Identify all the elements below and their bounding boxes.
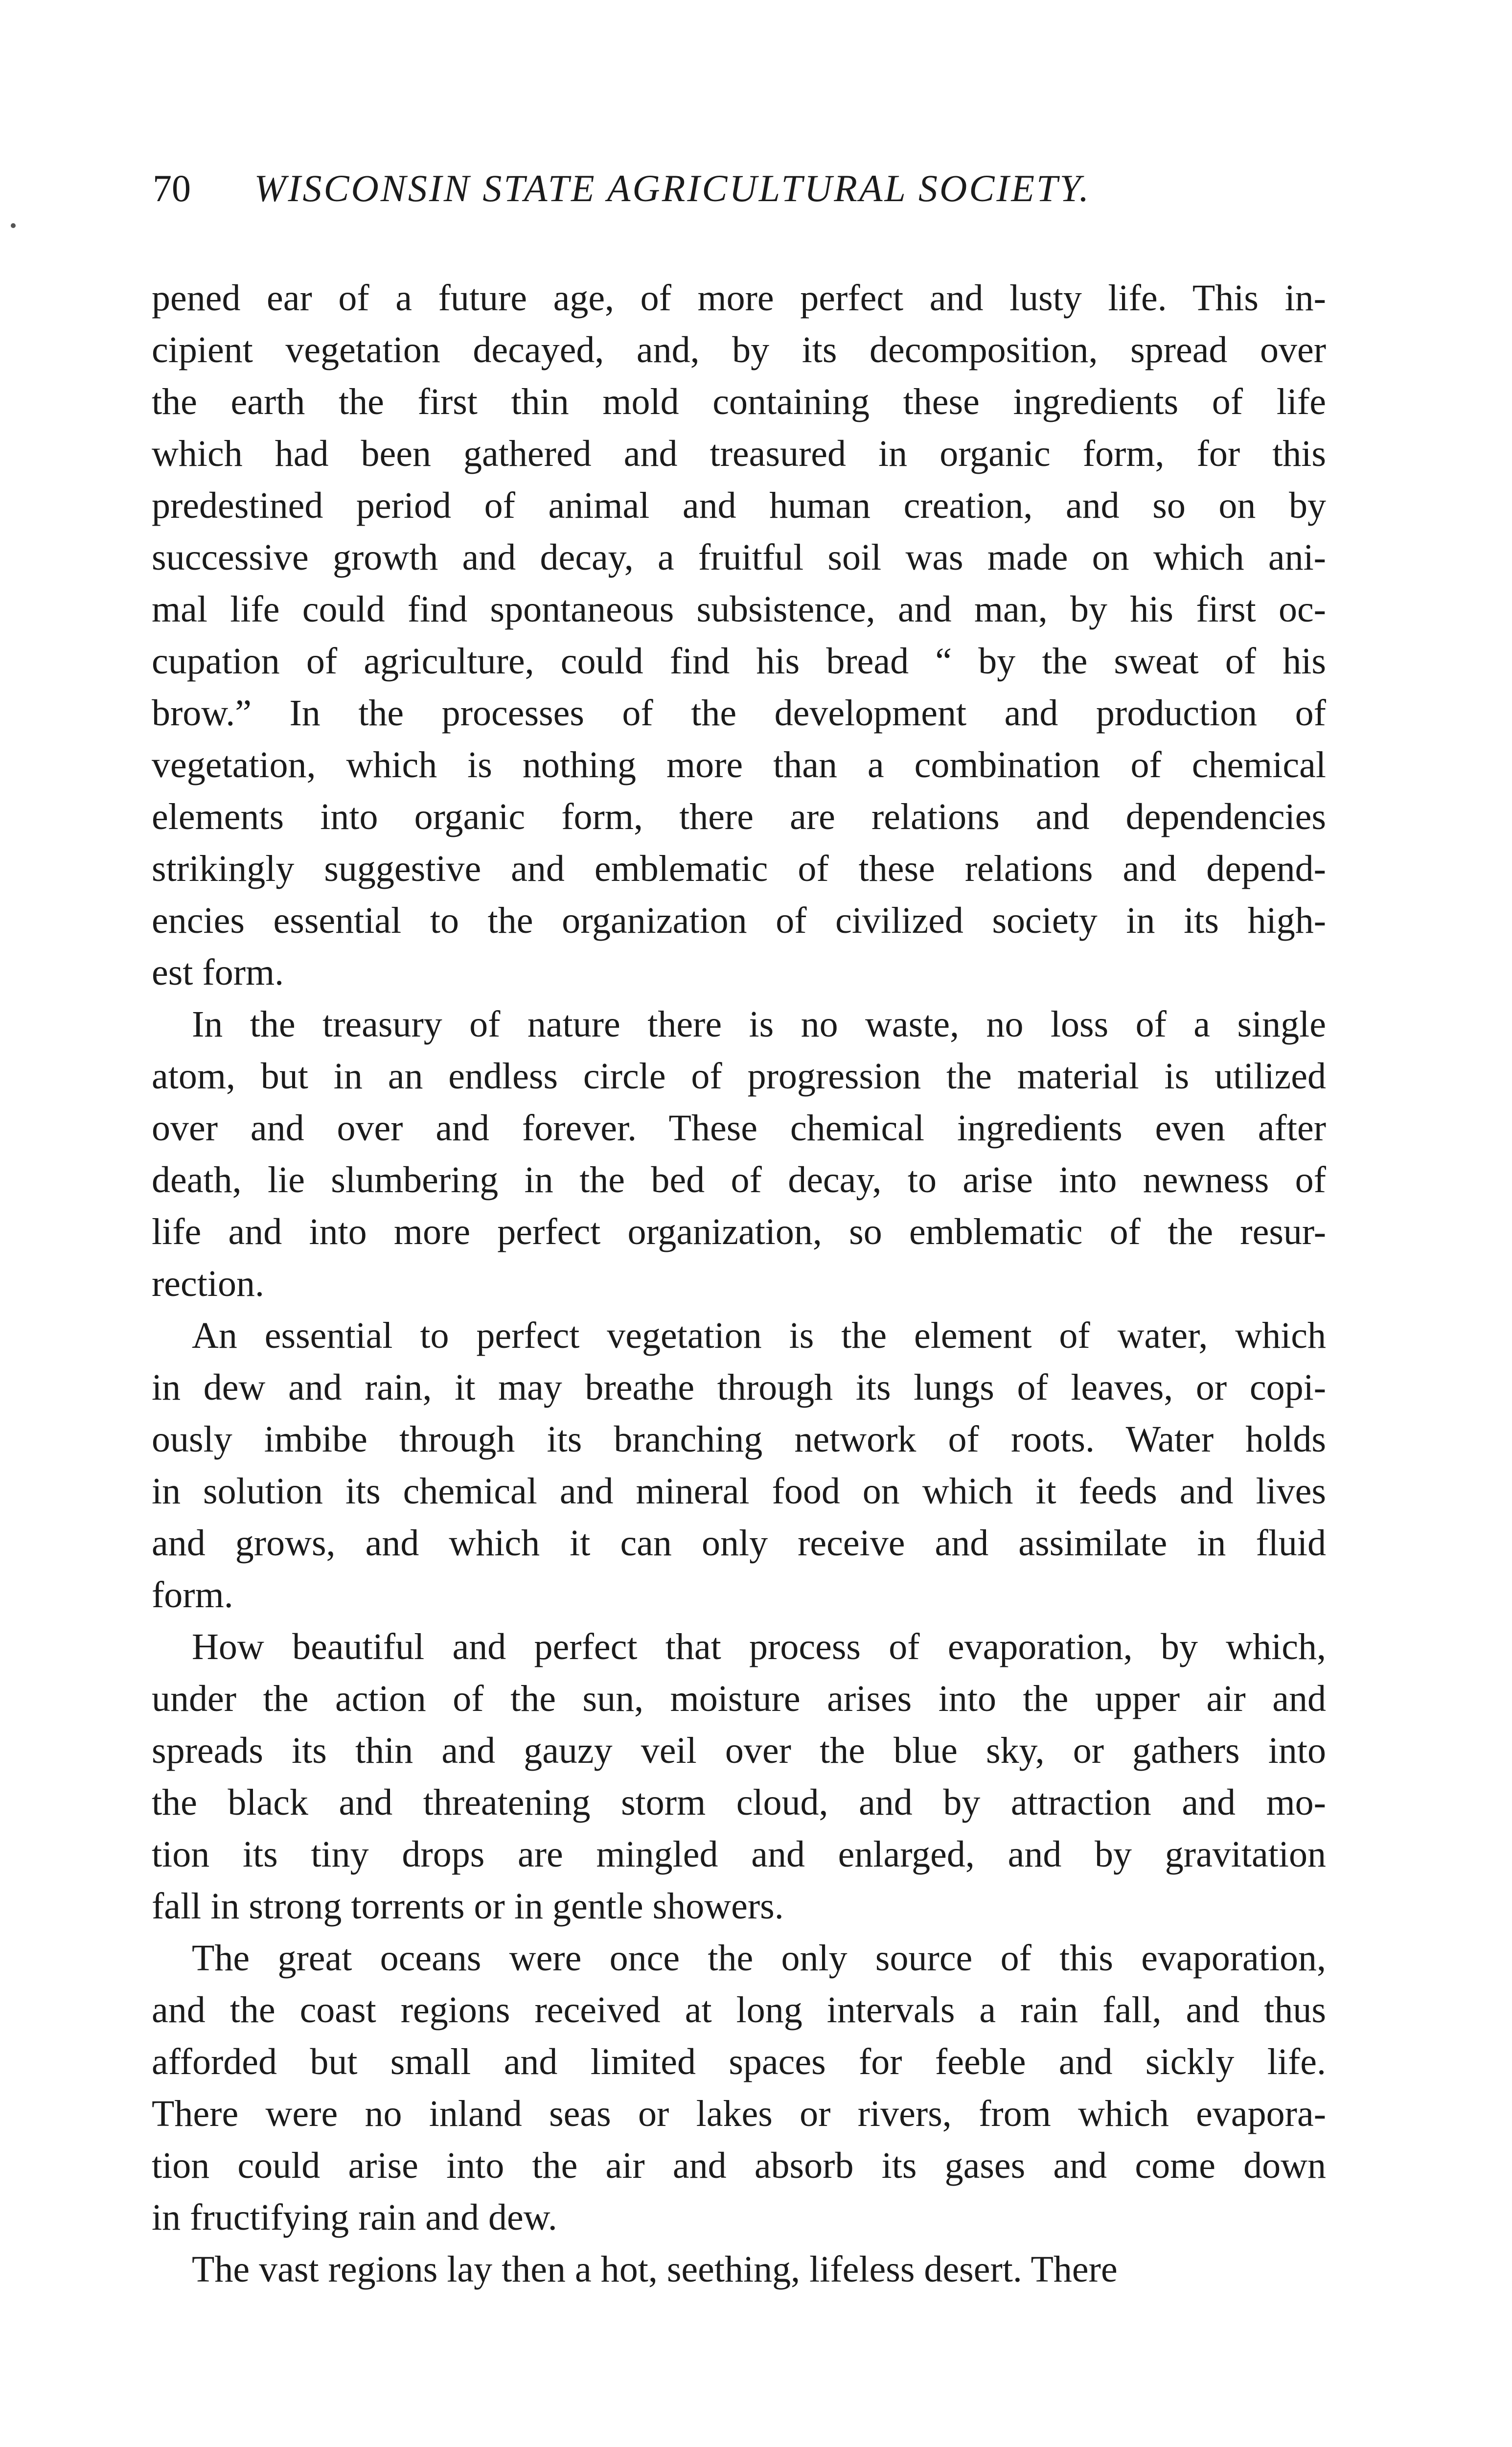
text-line: the earth the first thin mold containing these ingredients of life bbox=[152, 381, 1326, 422]
text-line: In the treasury of nature there is no waste, no loss of a single bbox=[192, 1004, 1326, 1045]
paragraph bbox=[152, 272, 1326, 998]
text-line: spreads its thin and gauzy veil over the blue sky, or gathers into bbox=[152, 1730, 1326, 1771]
text-line: death, lie slumbering in the bed of decay, to arise into newness of bbox=[152, 1159, 1326, 1200]
text-line: brow.” In the processes of the development and production of bbox=[152, 693, 1326, 734]
text-line: cupation of agriculture, could find his bread “ by the sweat of his bbox=[152, 641, 1326, 682]
text-line: predestined period of animal and human creation, and so on by bbox=[152, 485, 1326, 526]
text-line: How beautiful and perfect that process of evaporation, by which, bbox=[192, 1626, 1326, 1667]
text-line: ously imbibe through its branching network of roots. Water holds bbox=[152, 1419, 1326, 1460]
paragraph bbox=[152, 1932, 1326, 2243]
text-line: vegetation, which is nothing more than a combination of chemical bbox=[152, 744, 1326, 785]
text-line: the black and threatening storm cloud, and by attraction and mo- bbox=[152, 1782, 1326, 1823]
body-text bbox=[152, 272, 1326, 2295]
text-line: mal life could find spontaneous subsistence, and man, by his first oc- bbox=[152, 589, 1326, 630]
text-line: in dew and rain, it may breathe through its lungs of leaves, or copi- bbox=[152, 1367, 1326, 1408]
paragraph bbox=[152, 1621, 1326, 1932]
text-line: and grows, and which it can only receive and assimilate in fluid bbox=[152, 1523, 1326, 1564]
text-line: pened ear of a future age, of more perfect and lusty life. This in- bbox=[152, 277, 1326, 319]
text-line: elements into organic form, there are relations and dependencies bbox=[152, 796, 1326, 837]
text-line: in fructifying rain and dew. bbox=[152, 2197, 557, 2238]
text-line: The vast regions lay then a hot, seething, lifeless desert. There bbox=[192, 2249, 1118, 2290]
text-line: life and into more perfect organization, so emblematic of the resur- bbox=[152, 1211, 1326, 1252]
text-line: form. bbox=[152, 1574, 233, 1616]
text-line: in solution its chemical and mineral food on which it feeds and lives bbox=[152, 1471, 1326, 1512]
text-line: tion could arise into the air and absorb its gases and come down bbox=[152, 2145, 1326, 2186]
text-line: afforded but small and limited spaces for feeble and sickly life. bbox=[152, 2041, 1326, 2082]
text-line: fall in strong torrents or in gentle showers. bbox=[152, 1886, 784, 1927]
text-line: over and over and forever. These chemical ingredients even after bbox=[152, 1108, 1326, 1149]
text-line: atom, but in an endless circle of progression the material is utilized bbox=[152, 1056, 1326, 1097]
paragraph bbox=[152, 1310, 1326, 1621]
text-line: and the coast regions received at long intervals a rain fall, and thus bbox=[152, 1989, 1326, 2031]
running-head: WISCONSIN STATE AGRICULTURAL SOCIETY. bbox=[254, 167, 1091, 209]
text-line: The great oceans were once the only source of this evaporation, bbox=[192, 1938, 1326, 1979]
text-line: successive growth and decay, a fruitful soil was made on which ani- bbox=[152, 537, 1326, 578]
page-number: 70 bbox=[153, 167, 191, 209]
text-line: est form. bbox=[152, 952, 284, 993]
text-line: encies essential to the organization of civilized society in its high- bbox=[152, 900, 1326, 941]
print-speck bbox=[11, 223, 16, 228]
paragraph bbox=[152, 2243, 1326, 2295]
text-line: under the action of the sun, moisture arises into the upper air and bbox=[152, 1678, 1326, 1719]
text-line: An essential to perfect vegetation is the element of water, which bbox=[192, 1315, 1326, 1356]
page-header bbox=[153, 162, 1327, 215]
text-line: tion its tiny drops are mingled and enlarged, and by gravitation bbox=[152, 1834, 1326, 1875]
text-line: rection. bbox=[152, 1263, 265, 1304]
text-line: strikingly suggestive and emblematic of these relations and depend- bbox=[152, 848, 1326, 889]
text-line: cipient vegetation decayed, and, by its decomposition, spread over bbox=[152, 329, 1326, 370]
text-line: which had been gathered and treasured in organic form, for this bbox=[152, 433, 1326, 474]
text-line: There were no inland seas or lakes or rivers, from which evapora- bbox=[152, 2093, 1326, 2134]
paragraph bbox=[152, 998, 1326, 1310]
